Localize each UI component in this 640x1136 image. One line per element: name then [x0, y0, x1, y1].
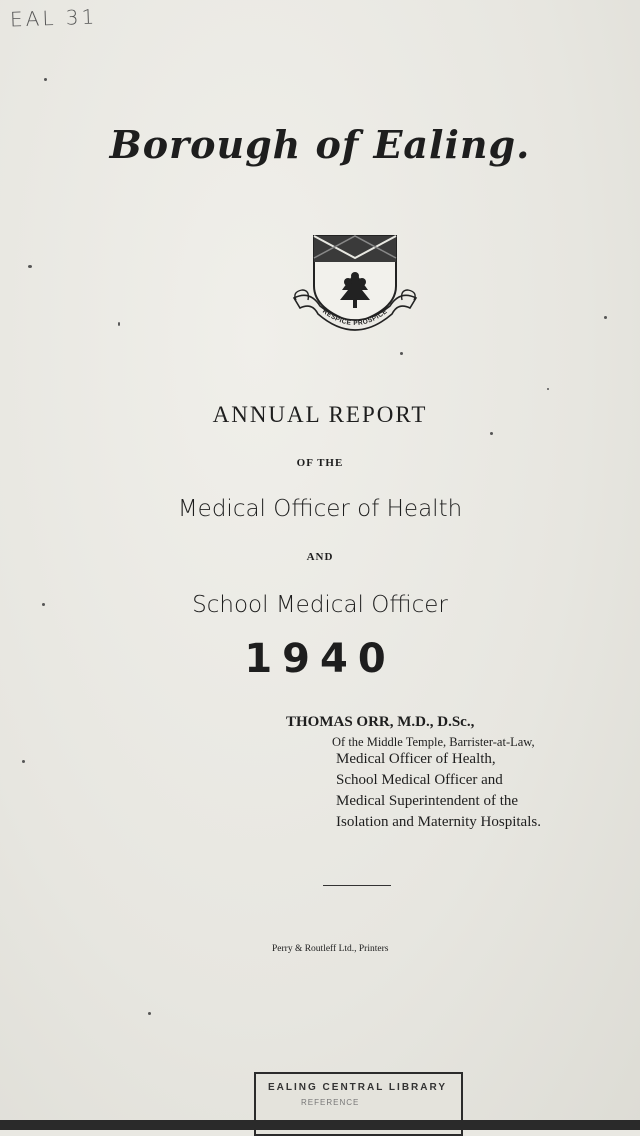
of-the-label: OF THE: [296, 457, 344, 469]
and-label: AND: [306, 551, 334, 563]
paper-speck: [22, 760, 25, 763]
office-medical-officer: Medical Officer of Health: [177, 496, 463, 522]
document-title: Borough of Ealing.: [109, 122, 531, 167]
author-credential: School Medical Officer and: [336, 772, 503, 788]
stamp-line-2: REFERENCE: [301, 1098, 360, 1107]
paper-speck: [118, 322, 120, 326]
paper-speck: [28, 265, 32, 268]
paper-speck: [148, 1012, 151, 1015]
paper-speck: [547, 388, 549, 390]
paper-speck: [44, 78, 47, 81]
paper-speck: [604, 316, 607, 319]
page-bottom-edge: [0, 1120, 640, 1130]
office-school-medical-officer: School Medical Officer: [192, 592, 448, 618]
author-credential: Of the Middle Temple, Barrister-at-Law,: [332, 735, 535, 749]
author-credential: Medical Superintendent of the: [336, 793, 519, 809]
author-name: THOMAS ORR, M.D., D.Sc.,: [286, 714, 475, 730]
shelfmark: EAL 31: [9, 4, 98, 32]
report-year: 1940: [244, 636, 396, 682]
divider: [323, 885, 391, 886]
author-credential: Isolation and Maternity Hospitals.: [336, 814, 541, 830]
crest-motto-text: RESPICE PROSPICE: [321, 307, 389, 328]
paper-speck: [42, 603, 45, 606]
report-heading: ANNUAL REPORT: [212, 402, 428, 427]
paper-speck: [490, 432, 493, 435]
printer-imprint: Perry & Routleff Ltd., Printers: [272, 944, 389, 954]
stamp-line-1: EALING CENTRAL LIBRARY: [268, 1082, 447, 1093]
crest-motto: [290, 228, 420, 343]
paper-speck: [400, 352, 403, 355]
author-credential: Medical Officer of Health,: [336, 751, 496, 767]
svg-text:RESPICE PROSPICE: [321, 308, 389, 327]
